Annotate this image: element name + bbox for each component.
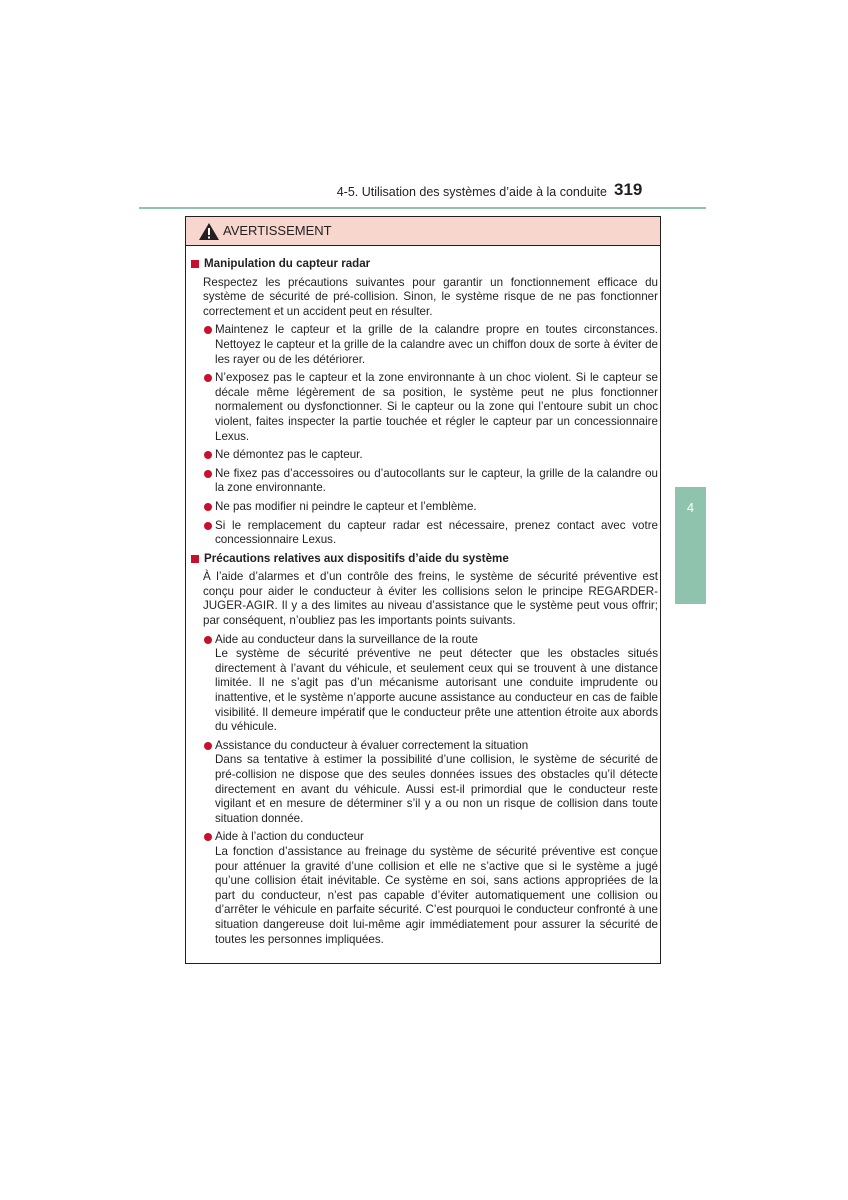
list-item-text: Dans sa tentative à estimer la possibilité d’une collision, le système de sécurité de pré-collision ne dispose que des seules données issues des obstacles qu’il détecte directement en avant du véhicule. Aussi est-il primordial que le conducteur reste vigilant et en mesure de déterminer s’il y a ou non un risque de collision dans toute situation donnée. (215, 753, 658, 825)
page-header-title: 4-5. Utilisation des systèmes d’aide à la conduite (336, 185, 607, 199)
list-item (215, 323, 658, 367)
bullet-icon (204, 470, 212, 478)
chapter-tab (675, 487, 718, 604)
bullet-icon (204, 503, 212, 511)
bullet-icon (204, 326, 212, 334)
warning-box (185, 216, 661, 964)
list-item-text: Ne pas modifier ni peindre le capteur et l’emblème. (215, 499, 477, 513)
section-title-text: Précautions relatives aux dispositifs d’aide du système (204, 551, 509, 565)
warning-content (190, 257, 658, 951)
list-item (215, 448, 658, 463)
bullet-icon (204, 451, 212, 459)
list-item (215, 830, 658, 947)
list-item (215, 467, 658, 496)
section-title (190, 552, 658, 567)
section-title (190, 257, 658, 272)
list-item-text: Maintenez le capteur et la grille de la calandre propre en toutes circonstances. Nettoyez le capteur et la grille de la calandre avec un chiffon doux de sorte à éviter de les rayer ou de les détériorer. (215, 323, 658, 366)
warning-triangle-icon (198, 222, 220, 241)
list-item-text: La fonction d’assistance au freinage du système de sécurité préventive est conçue pour atténuer la gravité d’une collision et elle ne s’active que si le système a jugé qu’une collision était inévitable. Ce système en soi, sans actions appropriées de la part du conducteur, n’est pas capable d’éviter automatiquement une collision ou d’arrêter le véhicule en parfaite sécurité. C’est pourquoi le conducteur confronté à une situation dangereuse doit lui-même agir immédiatement pour assurer la sécurité de toutes les personnes impliquées. (215, 844, 658, 946)
warning-header (186, 217, 660, 246)
list-item (215, 500, 658, 515)
bullet-icon (204, 636, 212, 644)
bullet-icon (204, 742, 212, 750)
warning-label: AVERTISSEMENT (223, 223, 332, 238)
list-item-title: Assistance du conducteur à évaluer correctement la situation (215, 738, 529, 752)
list-item-title: Aide au conducteur dans la surveillance de la route (215, 632, 478, 646)
list-item (215, 519, 658, 548)
bullet-icon (204, 833, 212, 841)
list-item-text: N’exposez pas le capteur et la zone environnante à un choc violent. Si le capteur se décale même légèrement de sa position, le système peut ne plus fonctionner normalement ou dysfonctionner. Si le capteur ou la zone qui l’entoure subit un choc violent, faites inspecter la partie touchée et régler le capteur par un concessionnaire Lexus. (215, 371, 658, 443)
chapter-tab-label: Conduite (704, 542, 718, 591)
list-item (215, 371, 658, 444)
list-item (215, 739, 658, 827)
list-item-text: Ne démontez pas le capteur. (215, 448, 363, 462)
list-item-text: Ne fixez pas d’accessoires ou d’autocollants sur le capteur, la grille de la calandre ou la zone environnante. (215, 466, 658, 495)
list-item-text: Le système de sécurité préventive ne peut détecter que les obstacles situés directement à l’avant du véhicule, et seulement ceux qui se trouvent à une distance limitée. Il ne s’agit pas d’un mécanisme autorisant une conduite imprudente ou inattentive, et le système n’apporte aucune assistance au conducteur en cas de faible visibilité. Il demeure impératif que le conducteur prête une attention étroite aux abords du véhicule. (215, 647, 658, 734)
header-divider (139, 207, 706, 209)
list-item-text: Si le remplacement du capteur radar est nécessaire, prenez contact avec votre concessionnaire Lexus. (215, 518, 658, 547)
section-paragraph: Respectez les précautions suivantes pour garantir un fonctionnement efficace du système de sécurité de pré-collision. Sinon, le système risque de ne pas fonctionner correctement et un accident peut en résulter. (203, 275, 658, 318)
square-bullet-icon (191, 260, 199, 268)
chapter-tab-number: 4 (686, 500, 695, 515)
page-number: 319 (614, 180, 643, 199)
list-item (215, 633, 658, 735)
section-paragraph: À l’aide d’alarmes et d’un contrôle des freins, le système de sécurité préventive est conçu pour aider le conducteur à éviter les collisions selon le principe REGARDER-JUGER-AGIR. Il y a des limites au niveau d’assistance que le système peut vous offrir; par conséquent, n’oubliez pas les importants points suivants. (203, 570, 658, 628)
list-item-title: Aide à l’action du conducteur (215, 830, 364, 844)
square-bullet-icon (191, 555, 199, 563)
section-title-text: Manipulation du capteur radar (204, 257, 371, 270)
bullet-icon (204, 522, 212, 530)
bullet-icon (204, 374, 212, 382)
